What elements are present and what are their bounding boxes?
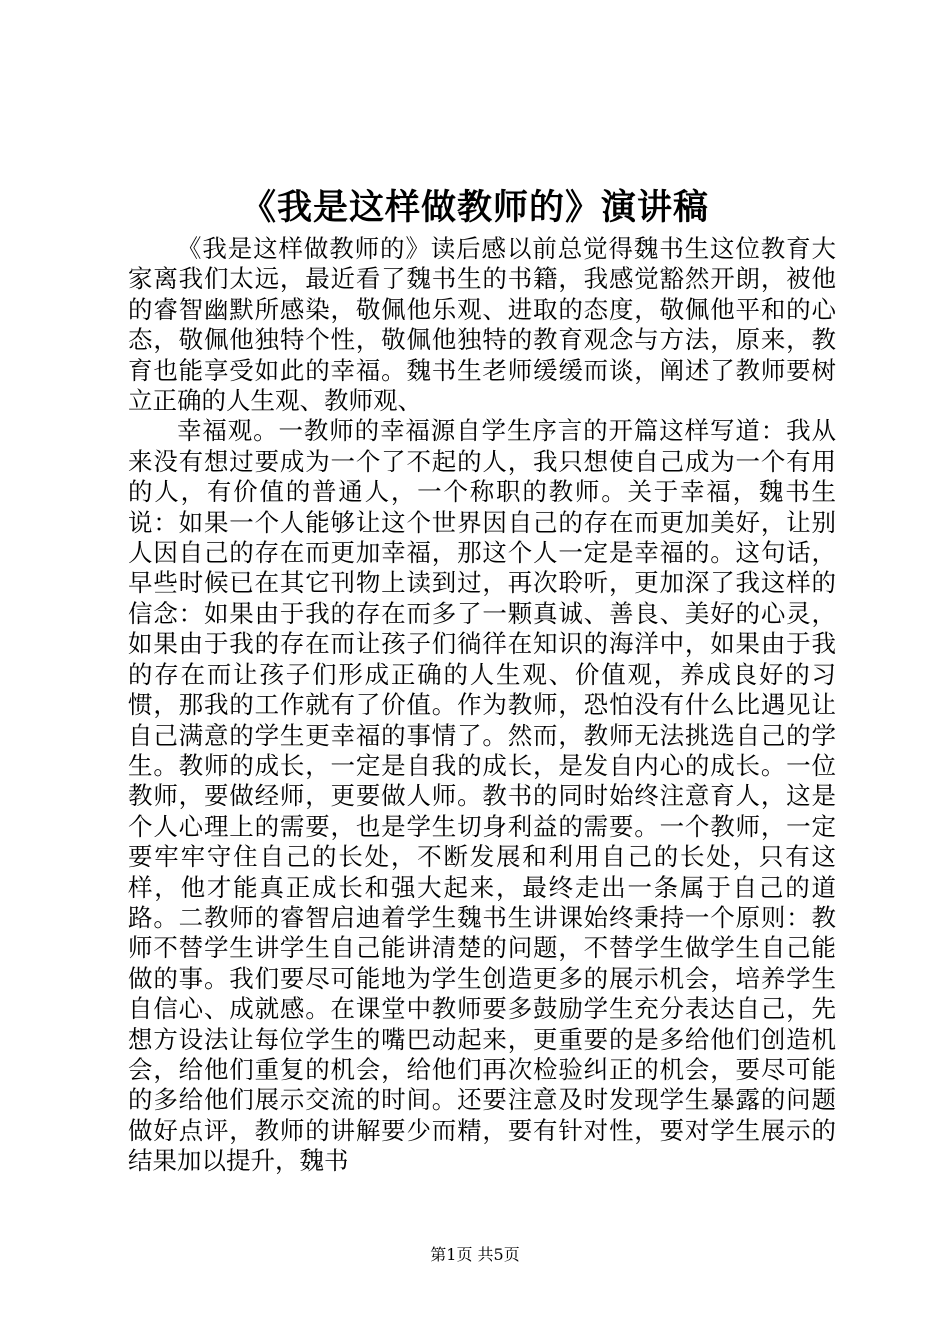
- paragraph-2: 幸福观。一教师的幸福源自学生序言的开篇这样写道：我从来没有想过要成为一个了不起的人，我只想使自己成为一个有用的人，有价值的普通人，一个称职的教师。关于幸福，魏书生说：如果一个人能够让这个世界因自己的存在而更加美好，让别人因自己的存在而更加幸福，那这个人一定是幸福的。这句话，早些时候已在其它刊物上读到过，再次聆听，更加深了我这样的信念：如果由于我的存在而多了一颗真诚、善良、美好的心灵，如果由于我的存在而让孩子们徜徉在知识的海洋中，如果由于我的存在而让孩子们形成正确的人生观、价值观，养成良好的习惯，那我的工作就有了价值。作为教师，恐怕没有什么比遇见让自己满意的学生更幸福的事情了。然而，教师无法挑选自己的学生。教师的成长，一定是自我的成长，是发自内心的成长。一位教师，要做经师，更要做人师。教书的同时始终注意育人，这是个人心理上的需要，也是学生切身利益的需要。一个教师，一定要牢牢守住自己的长处，不断发展和利用自己的长处，只有这样，他才能真正成长和强大起来，最终走出一条属于自己的道路。二教师的睿智启迪着学生魏书生讲课始终秉持一个原则：教师不替学生讲学生自己能讲清楚的问题，不替学生做学生自己能做的事。我们要尽可能地为学生创造更多的展示机会，培养学生自信心、成就感。在课堂中教师要多鼓励学生充分表达自己，先想方设法让每位学生的嘴巴动起来，更重要的是多给他们创造机会，给他们重复的机会，给他们再次检验纠正的机会，要尽可能的多给他们展示交流的时间。还要注意及时发现学生暴露的问题做好点评，教师的讲解要少而精，要有针对性，要对学生展示的结果加以提升，魏书: [128, 416, 836, 1176]
- document-body: [128, 234, 836, 1177]
- document-title: 《我是这样做教师的》演讲稿: [240, 187, 709, 228]
- page-number-footer: 第1页 共5页: [430, 1245, 520, 1264]
- paragraph-1: 《我是这样做教师的》读后感以前总觉得魏书生这位教育大家离我们太远，最近看了魏书生的书籍，我感觉豁然开朗，被他的睿智幽默所感染，敬佩他乐观、进取的态度，敬佩他平和的心态，敬佩他独特个性，敬佩他独特的教育观念与方法，原来，教育也能享受如此的幸福。魏书生老师缓缓而谈，阐述了教师要树立正确的人生观、教师观、: [128, 234, 836, 416]
